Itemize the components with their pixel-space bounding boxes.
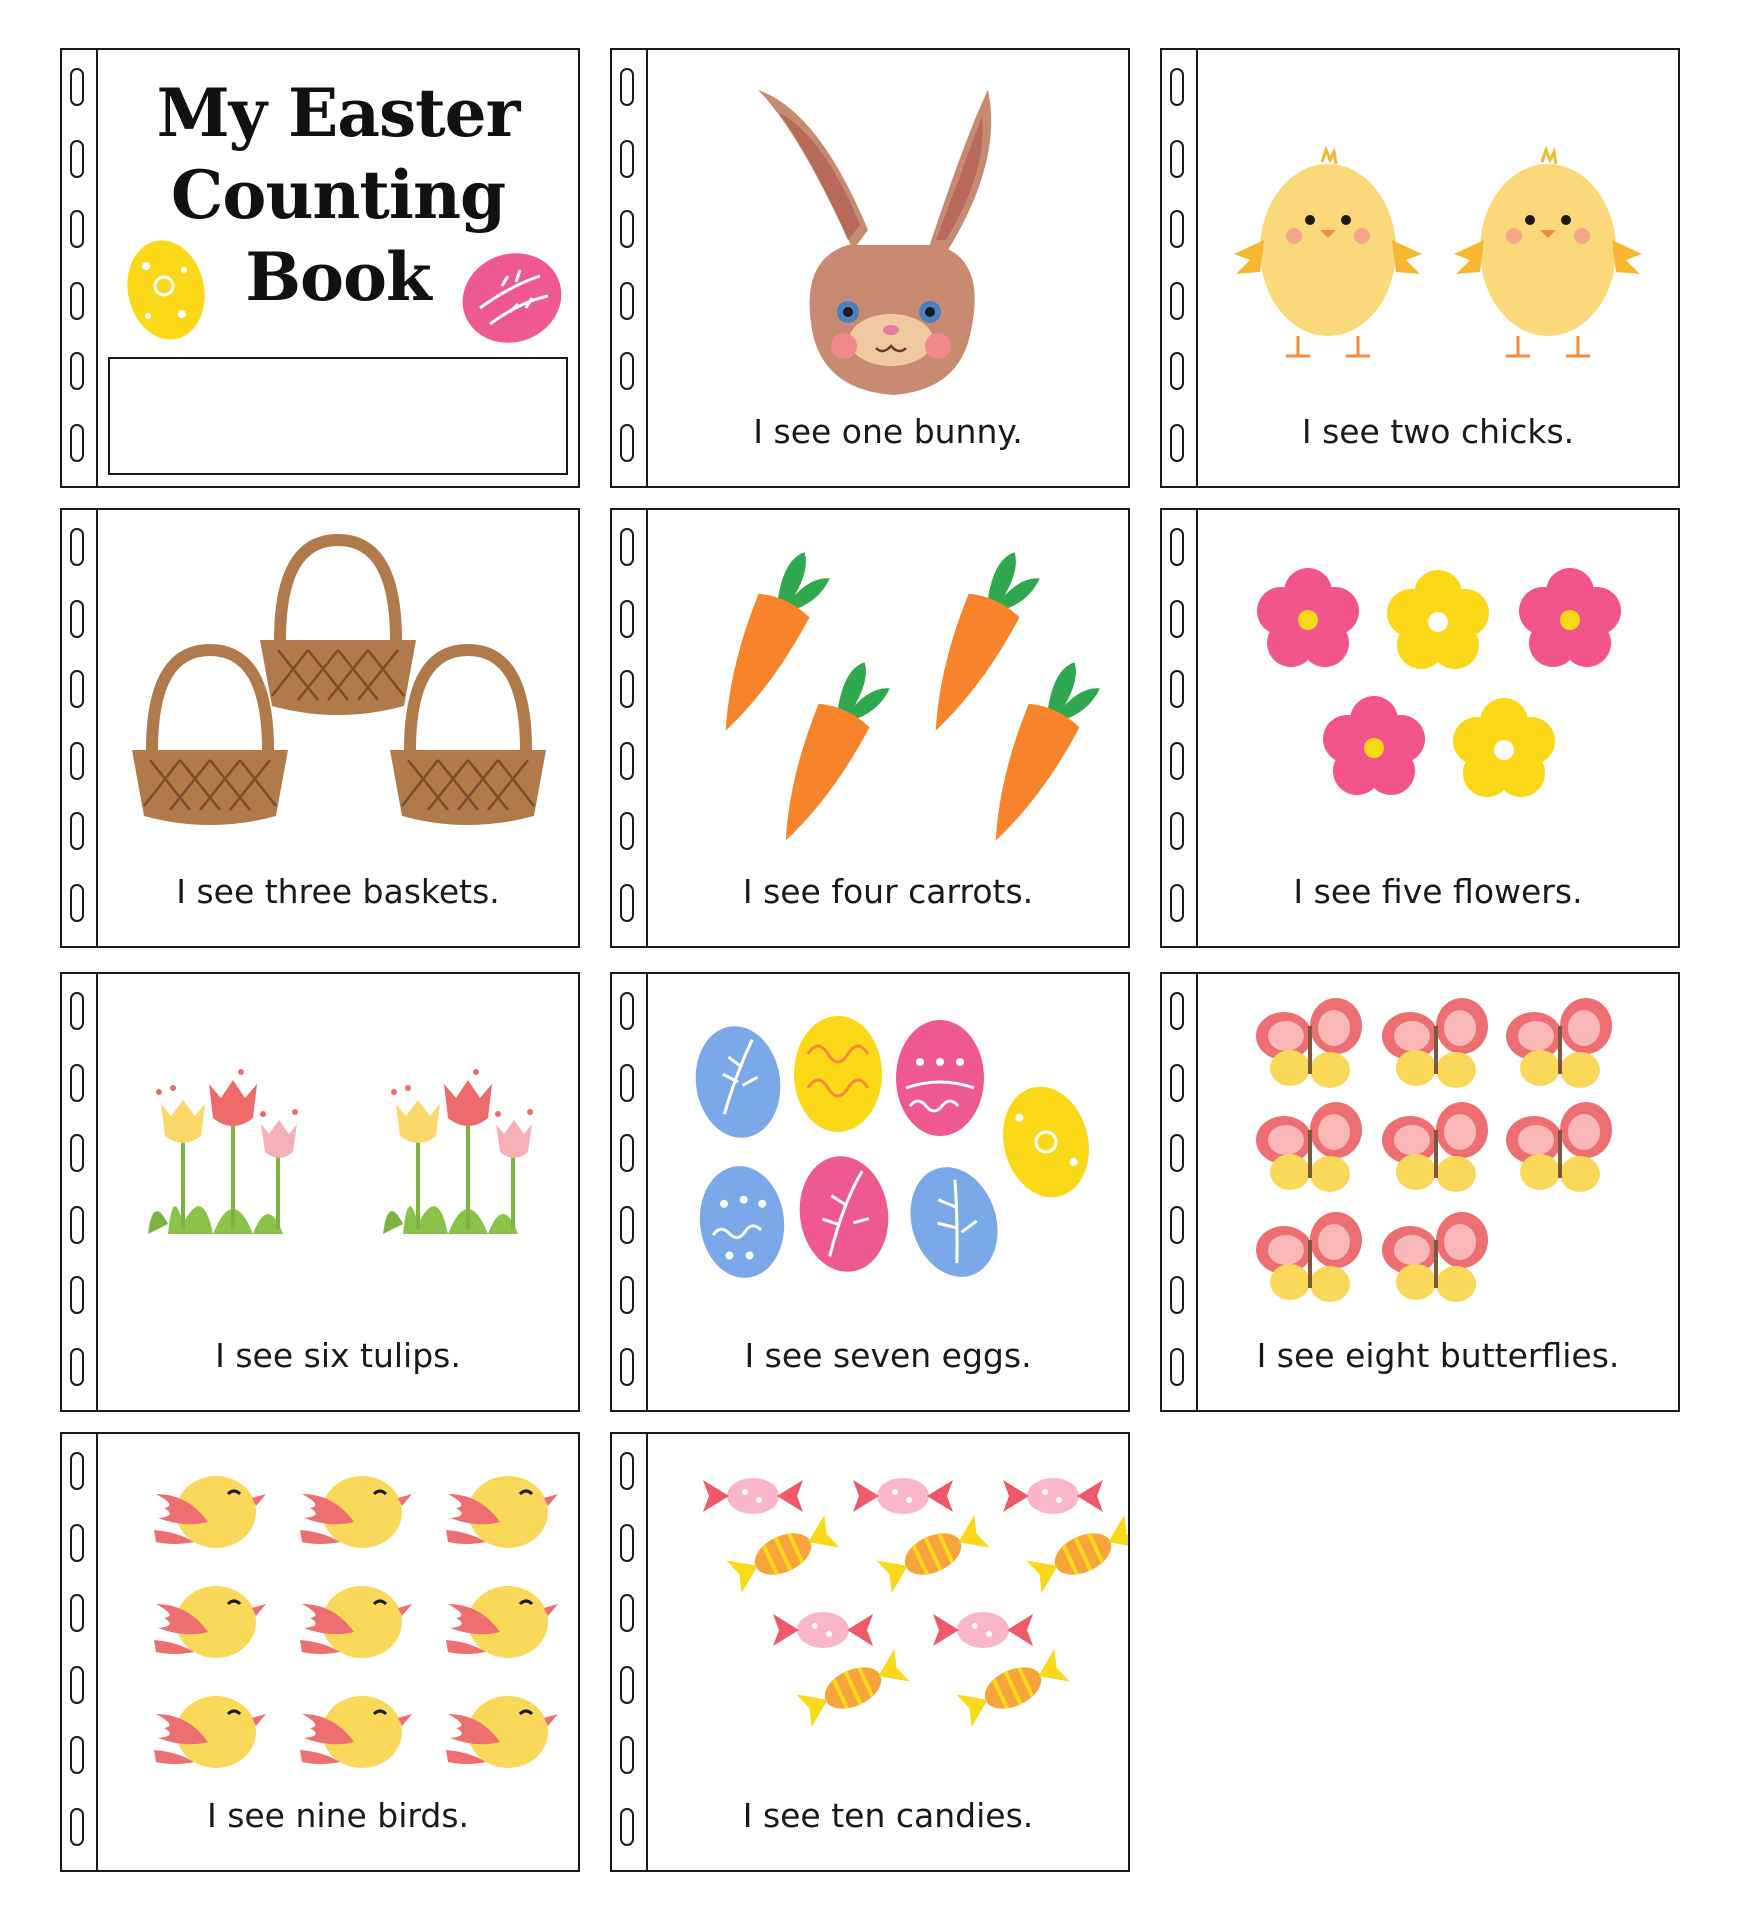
binding-hole <box>70 742 84 780</box>
binding-hole <box>70 600 84 638</box>
binding-hole <box>70 1206 84 1244</box>
binding-hole <box>70 1808 84 1846</box>
blue-egg-icon <box>897 1156 1011 1288</box>
carrot-icon <box>970 652 1105 853</box>
binding-hole <box>620 1594 634 1632</box>
page-caption: I see ten candies. <box>742 1796 1034 1835</box>
pink-candy-icon <box>853 1478 953 1514</box>
tulips-art <box>98 974 578 1324</box>
butterfly-icon <box>1506 998 1612 1088</box>
tulip-group-icon <box>148 1069 298 1234</box>
candies-art <box>648 1434 1128 1784</box>
binding-spine <box>612 510 648 946</box>
bird-icon <box>154 1586 266 1658</box>
binding-hole <box>1170 670 1184 708</box>
bird-icon <box>154 1696 266 1768</box>
binding-hole <box>620 992 634 1030</box>
binding-hole <box>1170 210 1184 248</box>
bird-icon <box>300 1696 412 1768</box>
binding-hole <box>70 1524 84 1562</box>
binding-hole <box>620 68 634 106</box>
butterflies-art <box>1198 974 1678 1324</box>
basket-icon <box>390 650 546 825</box>
binding-spine <box>62 1434 98 1870</box>
bird-icon <box>300 1476 412 1548</box>
binding-hole <box>1170 282 1184 320</box>
binding-hole <box>70 1594 84 1632</box>
binding-hole <box>620 1064 634 1102</box>
binding-spine <box>612 50 648 486</box>
bird-icon <box>154 1476 266 1548</box>
name-input-box[interactable] <box>108 357 568 475</box>
binding-hole <box>620 1206 634 1244</box>
butterfly-icon <box>1382 1102 1488 1192</box>
yellow-egg-icon <box>124 236 208 342</box>
binding-hole <box>1170 140 1184 178</box>
binding-hole <box>70 68 84 106</box>
bunny-art <box>648 50 1128 400</box>
carrot-icon <box>760 652 895 853</box>
blue-egg-icon <box>689 1021 788 1144</box>
page-candies <box>610 1432 1130 1872</box>
binding-hole <box>620 670 634 708</box>
page-bunny <box>610 48 1130 488</box>
page-chicks <box>1160 48 1680 488</box>
binding-hole <box>1170 1206 1184 1244</box>
binding-hole <box>70 884 84 922</box>
yellow-egg-icon <box>794 1016 882 1132</box>
binding-hole <box>70 140 84 178</box>
binding-hole <box>1170 742 1184 780</box>
pink-flower-icon <box>1519 568 1621 667</box>
binding-hole <box>70 1736 84 1774</box>
yellow-flower-icon <box>1453 698 1555 797</box>
binding-hole <box>620 1452 634 1490</box>
binding-hole <box>620 742 634 780</box>
pink-candy-icon <box>933 1612 1033 1648</box>
binding-hole <box>70 812 84 850</box>
yellow-candy-icon <box>956 1649 1069 1727</box>
binding-hole <box>620 1276 634 1314</box>
page-caption: I see seven eggs. <box>744 1336 1032 1375</box>
binding-hole <box>620 210 634 248</box>
binding-hole <box>70 424 84 462</box>
binding-hole <box>1170 1064 1184 1102</box>
yellow-candy-icon <box>1026 1515 1128 1593</box>
bunny-icon <box>758 90 991 395</box>
page-caption: I see six tulips. <box>215 1336 461 1375</box>
pink-egg-icon <box>896 1020 984 1136</box>
binding-hole <box>1170 68 1184 106</box>
binding-hole <box>1170 528 1184 566</box>
binding-hole <box>620 1348 634 1386</box>
binding-spine <box>62 510 98 946</box>
pink-candy-icon <box>773 1612 873 1648</box>
binding-spine <box>1162 974 1198 1410</box>
butterfly-icon <box>1506 1102 1612 1192</box>
binding-spine <box>1162 510 1198 946</box>
page-carrots <box>610 508 1130 948</box>
cover-page <box>60 48 580 488</box>
binding-spine <box>612 974 648 1410</box>
basket-icon <box>260 540 416 715</box>
binding-hole <box>70 670 84 708</box>
binding-hole <box>620 352 634 390</box>
page-caption: I see eight butterflies. <box>1256 1336 1620 1375</box>
page-tulips <box>60 972 580 1412</box>
page-caption: I see nine birds. <box>206 1796 470 1835</box>
page-flowers <box>1160 508 1680 948</box>
chicks-art <box>1198 50 1678 400</box>
binding-hole <box>70 352 84 390</box>
page-baskets <box>60 508 580 948</box>
binding-hole <box>70 1134 84 1172</box>
page-eggs <box>610 972 1130 1412</box>
binding-hole <box>1170 424 1184 462</box>
binding-hole <box>620 884 634 922</box>
pink-egg-icon <box>792 1150 895 1277</box>
basket-icon <box>132 650 288 825</box>
bird-icon <box>446 1476 558 1548</box>
pink-candy-icon <box>703 1478 803 1514</box>
binding-hole <box>620 812 634 850</box>
binding-hole <box>70 1348 84 1386</box>
binding-hole <box>70 528 84 566</box>
binding-hole <box>70 282 84 320</box>
carrots-art <box>648 510 1128 860</box>
binding-hole <box>1170 600 1184 638</box>
tulip-group-icon <box>383 1069 533 1234</box>
page-butterflies <box>1160 972 1680 1412</box>
binding-hole <box>1170 1134 1184 1172</box>
page-caption: I see five flowers. <box>1293 872 1583 911</box>
page-caption: I see one bunny. <box>753 412 1023 451</box>
binding-hole <box>70 210 84 248</box>
binding-spine <box>62 50 98 486</box>
binding-hole <box>620 140 634 178</box>
binding-hole <box>1170 812 1184 850</box>
cover-title-line3: Book <box>245 238 431 316</box>
binding-hole <box>620 1524 634 1562</box>
pink-flower-icon <box>1323 696 1425 795</box>
cover-title-line2: Counting <box>170 156 506 234</box>
binding-hole <box>70 1064 84 1102</box>
binding-hole <box>620 424 634 462</box>
binding-hole <box>70 1276 84 1314</box>
binding-hole <box>620 600 634 638</box>
chick-icon <box>1234 150 1422 356</box>
page-caption: I see four carrots. <box>742 872 1034 911</box>
binding-spine <box>1162 50 1198 486</box>
binding-hole <box>70 1452 84 1490</box>
binding-hole <box>1170 1276 1184 1314</box>
binding-hole <box>620 528 634 566</box>
butterfly-icon <box>1256 1212 1362 1302</box>
yellow-candy-icon <box>726 1515 839 1593</box>
pink-candy-icon <box>1003 1478 1103 1514</box>
binding-hole <box>620 1666 634 1704</box>
eggs-art <box>648 974 1128 1324</box>
yellow-candy-icon <box>876 1515 989 1593</box>
binding-hole <box>1170 1348 1184 1386</box>
baskets-art <box>98 510 578 860</box>
binding-hole <box>70 992 84 1030</box>
butterfly-icon <box>1382 998 1488 1088</box>
binding-hole <box>1170 884 1184 922</box>
blue-egg-icon <box>694 1162 789 1282</box>
chick-icon <box>1454 150 1642 356</box>
birds-art <box>98 1434 578 1784</box>
page-birds <box>60 1432 580 1872</box>
cover-title-line1: My Easter <box>156 74 520 152</box>
bird-icon <box>300 1586 412 1658</box>
butterfly-icon <box>1256 1102 1362 1192</box>
pink-egg-icon <box>460 246 564 350</box>
flowers-art <box>1198 510 1678 860</box>
pink-flower-icon <box>1257 568 1359 667</box>
binding-hole <box>620 1808 634 1846</box>
binding-hole <box>1170 352 1184 390</box>
butterfly-icon <box>1382 1212 1488 1302</box>
binding-hole <box>1170 992 1184 1030</box>
binding-hole <box>620 1736 634 1774</box>
yellow-flower-icon <box>1387 570 1489 669</box>
yellow-egg-icon <box>992 1078 1101 1207</box>
bird-icon <box>446 1696 558 1768</box>
page-caption: I see three baskets. <box>176 872 500 911</box>
yellow-candy-icon <box>796 1649 909 1727</box>
binding-hole <box>620 282 634 320</box>
page-caption: I see two chicks. <box>1301 412 1575 451</box>
binding-spine <box>612 1434 648 1870</box>
binding-spine <box>62 974 98 1410</box>
binding-hole <box>620 1134 634 1172</box>
butterfly-icon <box>1256 998 1362 1088</box>
bird-icon <box>446 1586 558 1658</box>
binding-hole <box>70 1666 84 1704</box>
